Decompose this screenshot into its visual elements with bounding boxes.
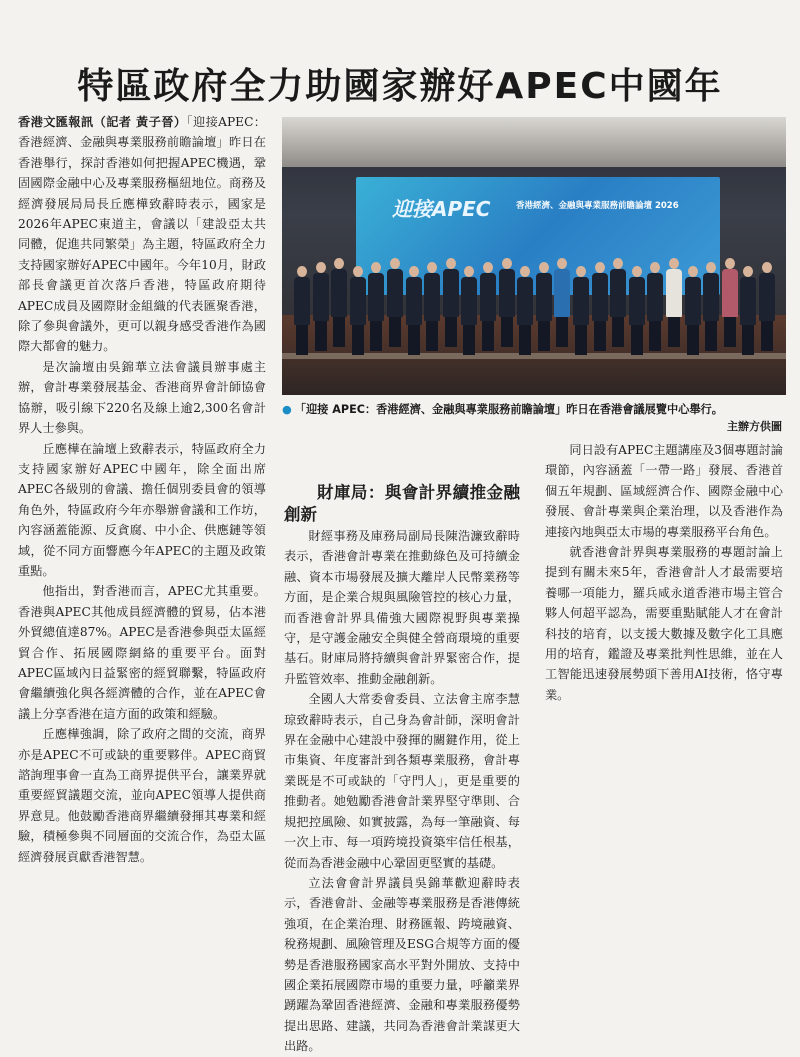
banner-sub-text: 香港經濟、金融與專業服務前瞻論壇 2026 [516,201,679,211]
photo-person [368,262,384,351]
photo-person [629,266,645,355]
photo-caption-text: 「迎接 APEC：香港經濟、金融與專業服務前瞻論壇」昨日在香港會議展覽中心舉行。 [294,403,723,416]
photo-person [722,258,738,347]
photo-person [424,262,440,351]
paragraph-1-text: 「迎接APEC：香港經濟、金融與專業服務前瞻論壇」昨日在香港舉行，探討香港如何把握APEC機遇，鞏固國際金融中心及專業服務樞紐地位。商務及經濟發展局局長丘應樺致辭時表示，國家是2026年APEC東道主，會議以「建設亞太共同體，促進共同繁榮」為主題，特區政府全力支持國家辦好APEC中國年。今年10月，財政部長會議更首次落戶香港，特區政府期待APEC成員及國際財金組織的代表匯聚香港，除了參與會議外，更可以親身感受香港作為國際大都會的魅力。 [18,115,266,354]
caption-marker-icon: ● [282,403,292,416]
photo-person [499,258,515,347]
photo-person [759,262,775,351]
photo-person [480,262,496,351]
photo-person [666,258,682,347]
photo-caption [282,401,786,418]
article-column-1 [18,112,266,867]
photo-person [461,266,477,355]
photo-person [517,266,533,355]
article-column-2 [284,482,520,1057]
paragraph-9: 同日設有APEC主題講座及3個專題討論環節，內容涵蓋「一帶一路」發展、香港首個五年規劃、區域經濟合作、國際金融中心發展、會計專業與企業治理，以及香港作為連接內地與亞太市場的專業服務平台角色。 [545,443,783,539]
event-photo [282,117,786,395]
photo-ceiling [282,117,786,167]
photo-person [313,262,329,351]
paragraph-3: 丘應樺在論壇上致辭表示，特區政府全力支持國家辦好APEC中國年，除全面出席APEC各級別的會議、擔任個別委員會的領導角色外，特區政府今年亦舉辦會議和工作坊，內容涵蓋能源、反貪腐、中小企、供應鏈等領域，從不同方面響應今年APEC的主題及政策重點。 [18,441,266,578]
photo-person [740,266,756,355]
photo-person [536,262,552,351]
photo-person [647,262,663,351]
section-subhead: 財庫局：與會計界續推金融創新 [284,483,520,524]
photo-person [610,258,626,347]
paragraph-10: 就香港會計界與專業服務的專題討論上提到有關未來5年，香港會計人才最需要培養哪一項能力，羅兵咸永道香港市場主管合夥人何超平認為，需要重點賦能人才在會計科技的培育，以支援大數據及數字化工具應用的培育，鑑證及專業批判性思維，並在人工智能迅速發展勢頭下善用AI技術，恪守專業。 [545,545,783,702]
article-column-3 [545,440,783,705]
photo-credit: 主辦方供圖 [727,420,782,433]
photo-person [443,258,459,347]
photo-person [350,266,366,355]
paragraph-4: 他指出，對香港而言，APEC尤其重要。香港與APEC其他成員經濟體的貿易，佔本港外貿總值達87%。APEC是香港參與亞太區經貿合作、拓展國際網絡的重要平台。面對APEC區域內日益緊密的經貿聯繫，特區政府會繼續強化與各經濟體的合作，並在APEC會議上分享香港在這方面的政策和經驗。 [18,584,266,721]
photo-person [294,266,310,355]
banner-main-text: 迎接APEC [392,197,491,221]
photo-person [554,258,570,347]
paragraph-5: 丘應樺強調，除了政府之間的交流，商界亦是APEC不可或缺的重要夥伴。APEC商貿諮詢理事會一直為工商界提供平台，讓業界就重要經貿議題交流，並向APEC領導人提供商界意見。他鼓勵香港商界繼續發揮其專業和經驗，積極參與不同層面的交流合作，為亞太區經濟發展貢獻香港智慧。 [18,727,266,864]
byline: 香港文匯報訊（記者 黃子晉） [18,115,187,129]
paragraph-2: 是次論壇由吳錦華立法會議員辦事處主辦，會計專業發展基金、香港商界會計師協會協辦，吸引線下220名及線上逾2,300名會計界人士參與。 [18,359,266,436]
photo-person [685,266,701,355]
photo-person [703,262,719,351]
photo-person [573,266,589,355]
photo-person [592,262,608,351]
paragraph-7: 全國人大常委會委員、立法會主席李慧琼致辭時表示，自己身為會計師，深明會計界在金融中心建設中發揮的關鍵作用，從上市集資、年度審計到各類專業服務，會計專業既是不可或缺的「守門人」，更是重要的推動者。她勉勵香港會計業界堅守準則、合規把控風險、如實披露，為每一筆融資、每一次上市、每一項跨境投資築牢信任根基，從而為香港金融中心鞏固更堅實的基礎。 [284,692,520,870]
paragraph-8: 立法會會計界議員吳錦華歡迎辭時表示，香港會計、金融等專業服務是香港傳統強項，在企業治理、財務匯報、跨境融資、稅務規劃、風險管理及ESG合規等方面的優勢是香港服務國家高水平對外開放、支持中國企業拓展國際市場的重要力量，呼籲業界踴躍為鞏固香港經濟、金融和專業服務優勢提出思路、建議，共同為香港會計業謀更大出路。 [284,875,520,1054]
headline: 特區政府全力助國家辦好APEC中國年 [77,66,723,107]
paragraph-1 [18,112,266,357]
photo-person [331,258,347,347]
photo-person [387,258,403,347]
paragraph-6: 財經事務及庫務局副局長陳浩濂致辭時表示，香港會計專業在推動綠色及可持續金融、資本市場發展及擴大離岸人民幣業務等方面，是企業合規與風險管控的核心力量，而香港會計界具備強大國際視野與專業操守，是守護金融安全與健全營商環境的重要基石。財庫局將持續與會計界緊密合作，提升監管效率、推動金融創新。 [284,529,520,686]
photo-person [406,266,422,355]
